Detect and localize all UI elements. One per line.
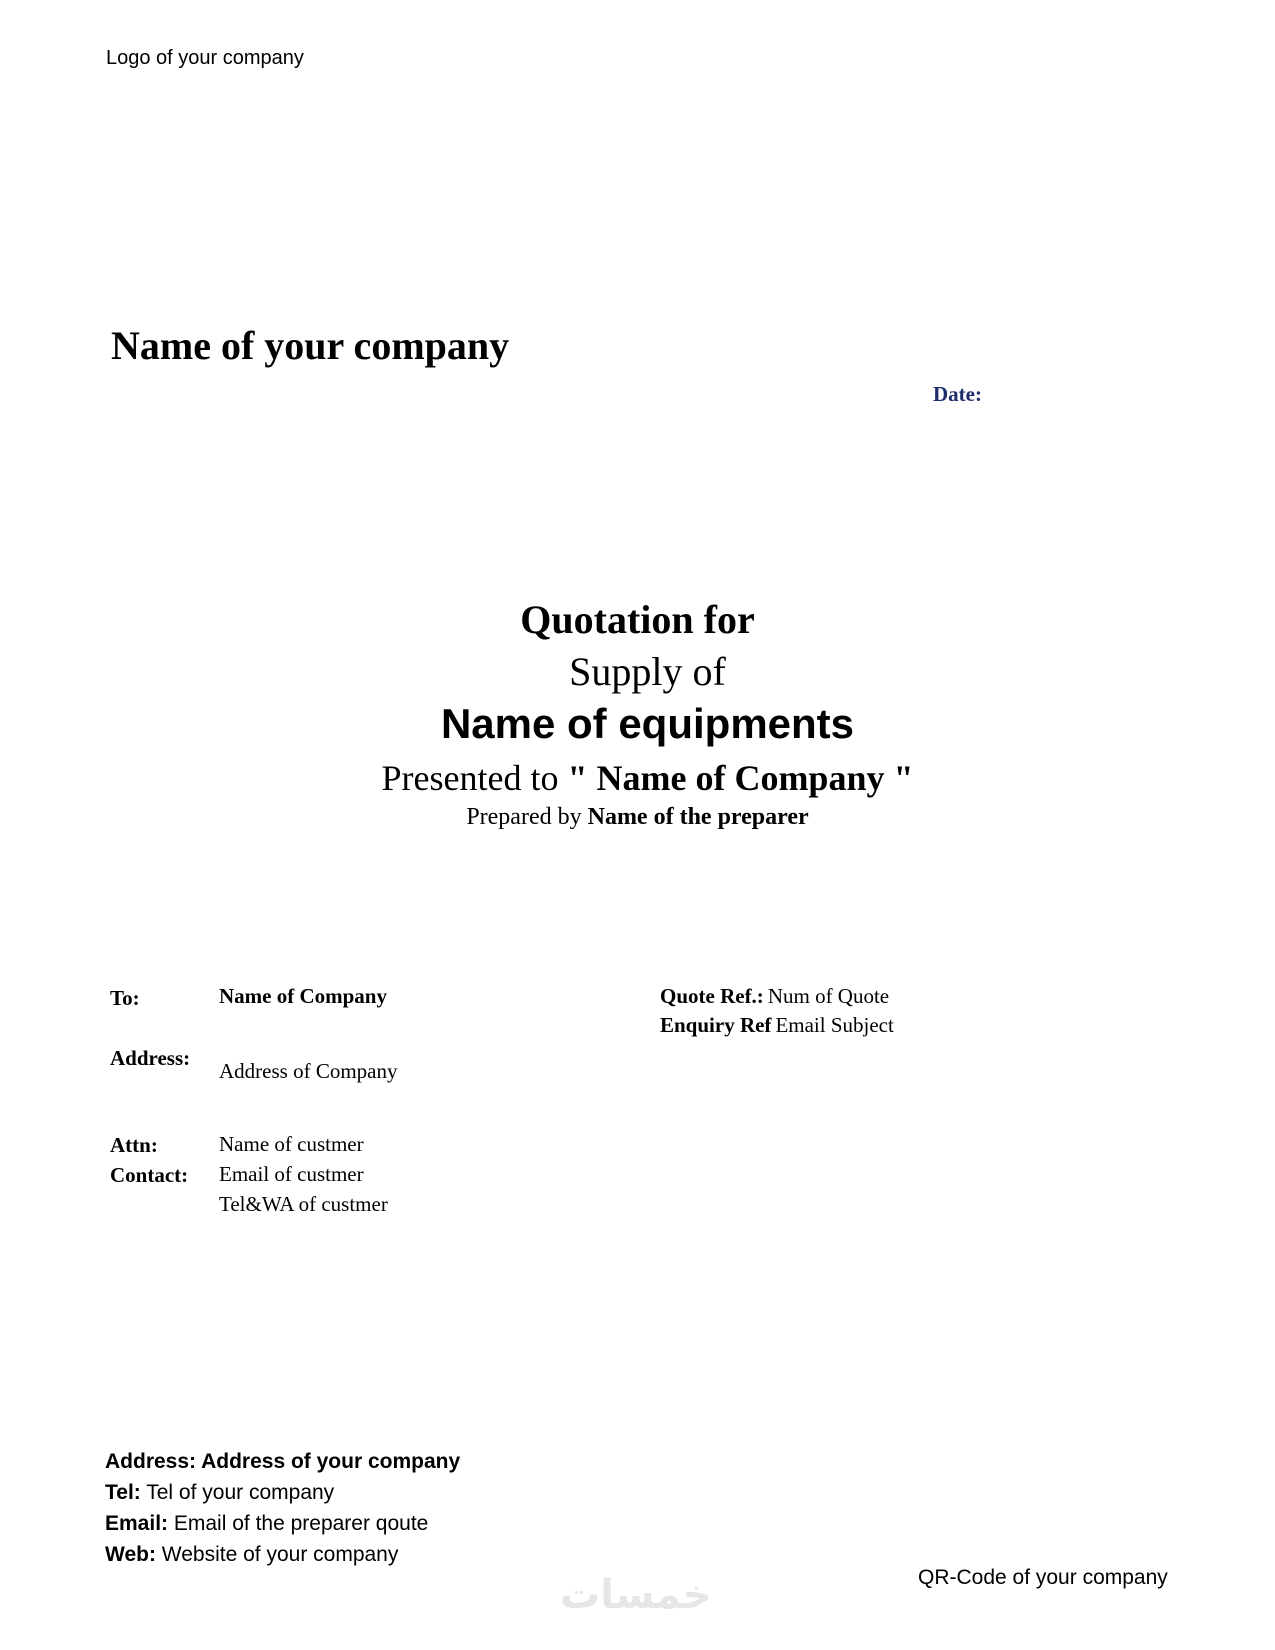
contact-tel-value: Tel&WA of custmer — [219, 1192, 388, 1216]
footer-address-label: Address: — [105, 1450, 197, 1473]
footer-address-value: Address of your company — [201, 1450, 461, 1473]
footer-email-label: Email: — [105, 1512, 169, 1535]
footer-tel-label: Tel: — [105, 1481, 141, 1504]
contact-label: Contact: — [110, 1163, 189, 1187]
attn-value: Name of custmer — [219, 1132, 364, 1156]
footer-email — [105, 1512, 428, 1536]
watermark: خمسات — [560, 1573, 712, 1617]
prepared-prefix: Prepared by — [466, 804, 582, 830]
attn-label: Attn: — [110, 1133, 158, 1157]
address-label: Address: — [110, 1046, 191, 1070]
presented-prefix: Presented to — [381, 758, 559, 798]
quote-ref-value: Num of Quote — [767, 984, 890, 1008]
footer-web — [105, 1543, 398, 1567]
contact-email-value: Email of custmer — [219, 1162, 364, 1186]
logo-placeholder: Logo of your company — [106, 47, 304, 69]
footer-address — [105, 1450, 460, 1474]
quote-ref-label: Quote Ref.: — [660, 984, 764, 1008]
equipment-name: Name of equipments — [440, 700, 855, 747]
quotation-title: Quotation for — [520, 597, 755, 642]
footer-web-label: Web: — [105, 1543, 156, 1566]
presented-to-line — [10, 757, 1275, 799]
footer-web-value: Website of your company — [161, 1543, 399, 1566]
enquiry-ref-label: Enquiry Ref — [660, 1013, 772, 1037]
preparer-name: Name of the preparer — [587, 804, 809, 830]
quote-ref — [660, 984, 889, 1009]
enquiry-ref — [660, 1013, 894, 1038]
prepared-by-line — [0, 804, 1275, 831]
date-label: Date: — [933, 382, 982, 406]
to-value: Name of Company — [219, 984, 387, 1008]
footer-tel-value: Tel of your company — [146, 1481, 335, 1504]
to-label: To: — [110, 986, 140, 1010]
presented-company: " Name of Company " — [567, 758, 914, 798]
supply-of-line: Supply of — [569, 649, 726, 694]
qr-code-placeholder: QR-Code of your company — [918, 1566, 1168, 1589]
address-value: Address of Company — [219, 1059, 398, 1083]
footer-email-value: Email of the preparer qoute — [173, 1512, 429, 1535]
footer-tel — [105, 1481, 334, 1505]
enquiry-ref-value: Email Subject — [775, 1013, 894, 1037]
company-name: Name of your company — [111, 323, 510, 368]
